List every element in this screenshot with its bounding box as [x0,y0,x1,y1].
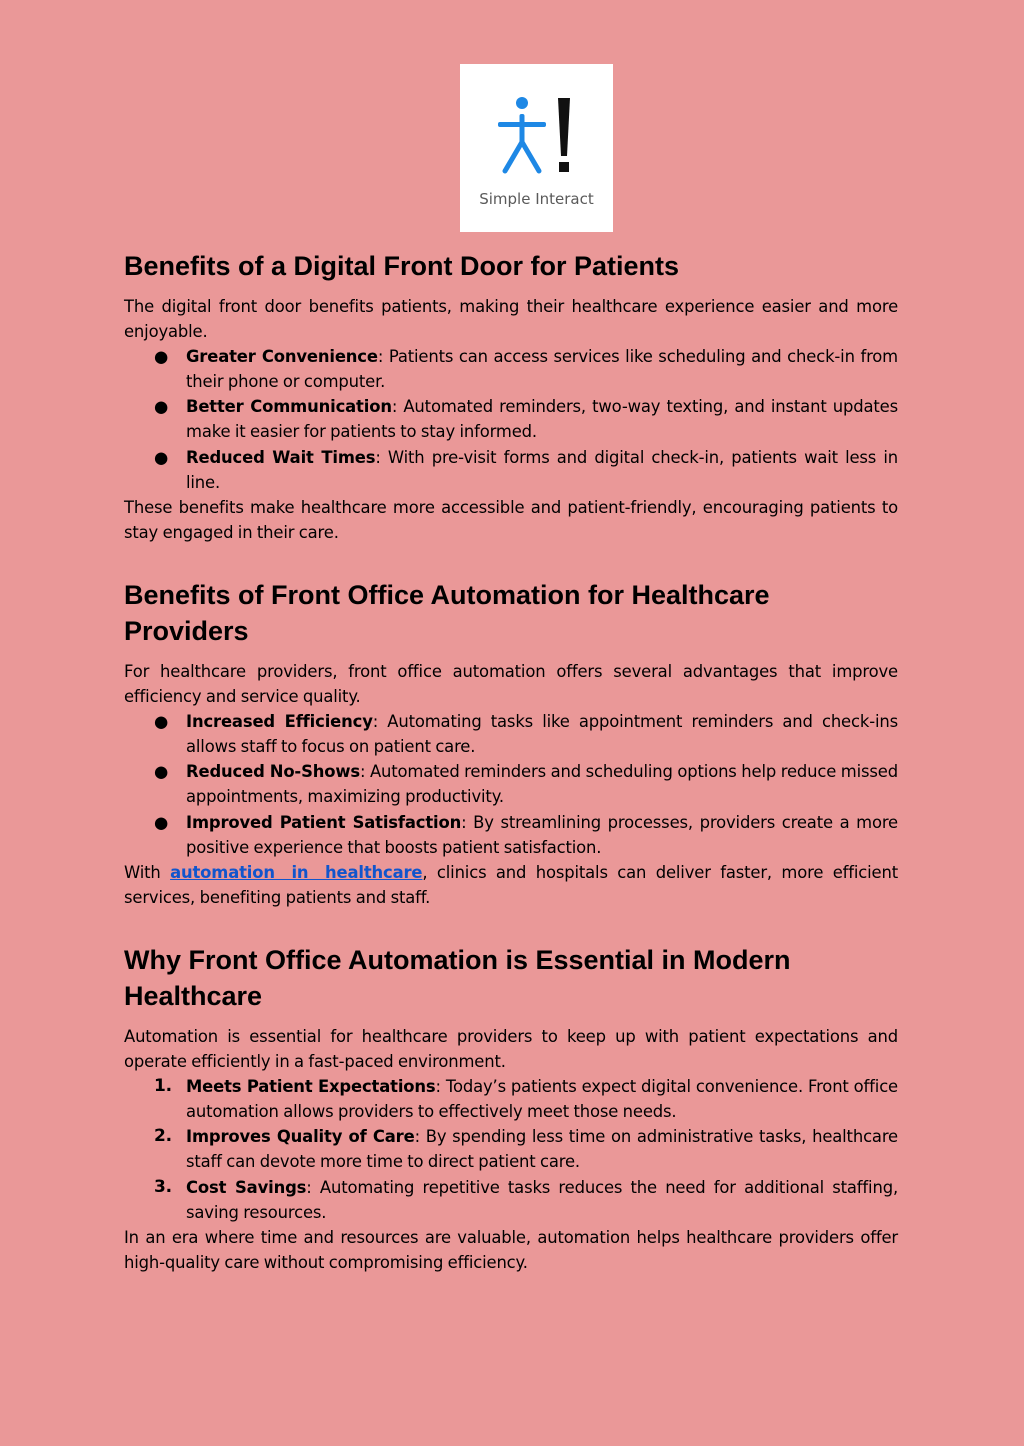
section-digital-front-door [124,248,898,545]
benefits-list [124,709,898,860]
logo-text: Simple Interact [479,190,594,208]
section-title [124,942,898,1014]
benefits-list [124,344,898,495]
simple-interact-logo [460,64,613,232]
section-title: Benefits of a Digital Front Door for Patients [124,251,680,281]
section-title-line-2: Providers [124,616,249,646]
section-intro: The digital front door benefits patients, making their healthcare experience easier and more enjoyable. [124,297,898,342]
item-text: : Automated reminders and scheduling options help reduce missed appointments, maximizing productivity. [186,762,898,807]
list-item [124,445,898,495]
item-text: : Patients can access services like scheduling and check-in from their phone or computer. [186,347,898,392]
item-term: Greater Convenience [186,347,378,367]
section-outro: In an era where time and resources are valuable, automation helps healthcare providers offer high-quality care without compromising efficiency. [124,1227,898,1272]
outro-suffix: , clinics and hospitals can deliver faster, more efficient services, benefiting patients and staff. [124,862,898,907]
section-front-office-providers [124,577,898,910]
item-text: : Automated reminders, two-way texting, and instant updates make it easier for patients to stay informed. [186,397,898,442]
item-text: : By streamlining processes, providers create a more positive experience that boosts patient satisfaction. [186,812,898,857]
item-term: Reduced No-Shows [186,762,360,782]
list-item [124,1175,898,1225]
item-text: : Today’s patients expect digital convenience. Front office automation allows providers to effectively meet those needs. [186,1077,898,1122]
item-text: : By spending less time on administrative tasks, healthcare staff can devote more time to direct patient care. [186,1127,898,1172]
bullet-icon: ● [154,812,169,832]
list-item [124,394,898,444]
bullet-icon: ● [154,347,169,367]
list-item [124,709,898,759]
list-item [124,810,898,860]
bullet-icon: ● [154,397,169,417]
number-marker: 1. [154,1076,172,1097]
section-title-line-1: Why Front Office Automation is Essential in Modern [124,945,791,975]
section-title [124,577,898,649]
section-title-line-2: Healthcare [124,981,263,1011]
section-title-line-1: Benefits of Front Office Automation for Healthcare [124,580,770,610]
item-text: : Automating repetitive tasks reduces the need for additional staffing, saving resources. [186,1177,899,1222]
section-why-automation-essential [124,942,898,1275]
item-term: Cost Savings [186,1177,307,1197]
section-intro: Automation is essential for healthcare providers to keep up with patient expectations and operate efficiently in a fast-paced environment. [124,1027,898,1072]
bullet-icon: ● [154,762,169,782]
item-term: Improves Quality of Care [186,1127,415,1147]
outro-prefix: With [124,862,171,882]
item-term: Improved Patient Satisfaction [186,812,462,832]
bullet-icon: ● [154,712,169,732]
item-term: Meets Patient Expectations [186,1077,436,1097]
item-term: Increased Efficiency [186,712,373,732]
list-item [124,759,898,809]
list-item [124,1074,898,1124]
bullet-icon: ● [154,447,169,467]
item-text: : Automating tasks like appointment reminders and check-ins allows staff to focus on patient care. [186,712,898,757]
item-term: Reduced Wait Times [186,447,376,467]
section-outro [124,860,898,910]
number-marker: 2. [154,1126,172,1147]
reasons-list [124,1074,898,1225]
list-item [124,344,898,394]
section-outro: These benefits make healthcare more accessible and patient-friendly, encouraging patients to stay engaged in their care. [124,497,898,542]
list-item [124,1124,898,1174]
number-marker: 3. [154,1176,172,1197]
section-intro: For healthcare providers, front office automation offers several advantages that improve efficiency and service quality. [124,662,898,707]
item-text: : With pre-visit forms and digital check-in, patients wait less in line. [186,447,898,492]
automation-in-healthcare-link[interactable]: automation in healthcare [170,862,423,882]
item-term: Better Communication [186,397,392,417]
